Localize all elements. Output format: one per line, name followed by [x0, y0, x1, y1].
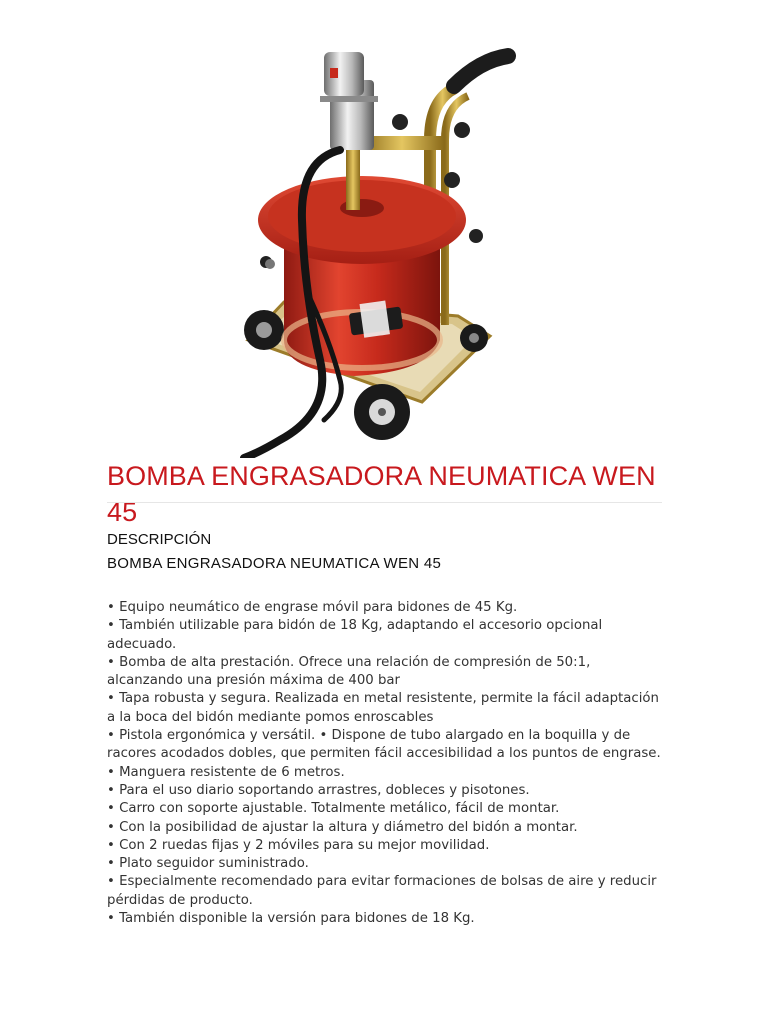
feature-list	[107, 599, 667, 928]
feature-item: • Especialmente recomendado para evitar formaciones de bolsas de aire y reducir pérdidas de producto.	[107, 874, 657, 908]
feature-item: • Manguera resistente de 6 metros.	[107, 764, 345, 780]
feature-item: • Para el uso diario soportando arrastres, dobleces y pisotones.	[107, 782, 530, 798]
feature-item: • Equipo neumático de engrase móvil para bidones de 45 Kg.	[107, 600, 518, 615]
feature-item: • Carro con soporte ajustable. Totalmente metálico, fácil de montar.	[107, 801, 560, 817]
grease-pump-cart-illustration	[240, 40, 520, 458]
feature-item: • Bomba de alta prestación. Ofrece una relación de compresión de 50:1, alcanzando una presión máxima de 400 bar	[107, 654, 591, 689]
feature-item: • Pistola ergonómica y versátil. • Dispone de tubo alargado en la boquilla y de racores acodados dobles, que permiten fácil accesibilidad a los puntos de engrase.	[107, 728, 661, 762]
title-divider	[107, 502, 662, 503]
feature-item: • También utilizable para bidón de 18 Kg, adaptando el accesorio opcional adecuado.	[107, 618, 603, 652]
product-title: BOMBA ENGRASADORA NEUMATICA WEN 45	[107, 461, 656, 527]
description-subheading: BOMBA ENGRASADORA NEUMATICA WEN 45	[107, 555, 442, 572]
feature-item: • Con 2 ruedas fijas y 2 móviles para su mejor movilidad.	[107, 837, 490, 853]
description-heading: DESCRIPCIÓN	[107, 531, 212, 548]
feature-item: • Plato seguidor suministrado.	[107, 856, 309, 872]
feature-item: • Tapa robusta y segura. Realizada en metal resistente, permite la fácil adaptación a la boca del bidón mediante pomos enroscables	[107, 691, 659, 725]
feature-item: • También disponible la versión para bidones de 18 Kg.	[107, 911, 475, 927]
product-image	[240, 40, 520, 458]
feature-item: • Con la posibilidad de ajustar la altura y diámetro del bidón a montar.	[107, 819, 578, 835]
wheel-left	[244, 310, 284, 350]
